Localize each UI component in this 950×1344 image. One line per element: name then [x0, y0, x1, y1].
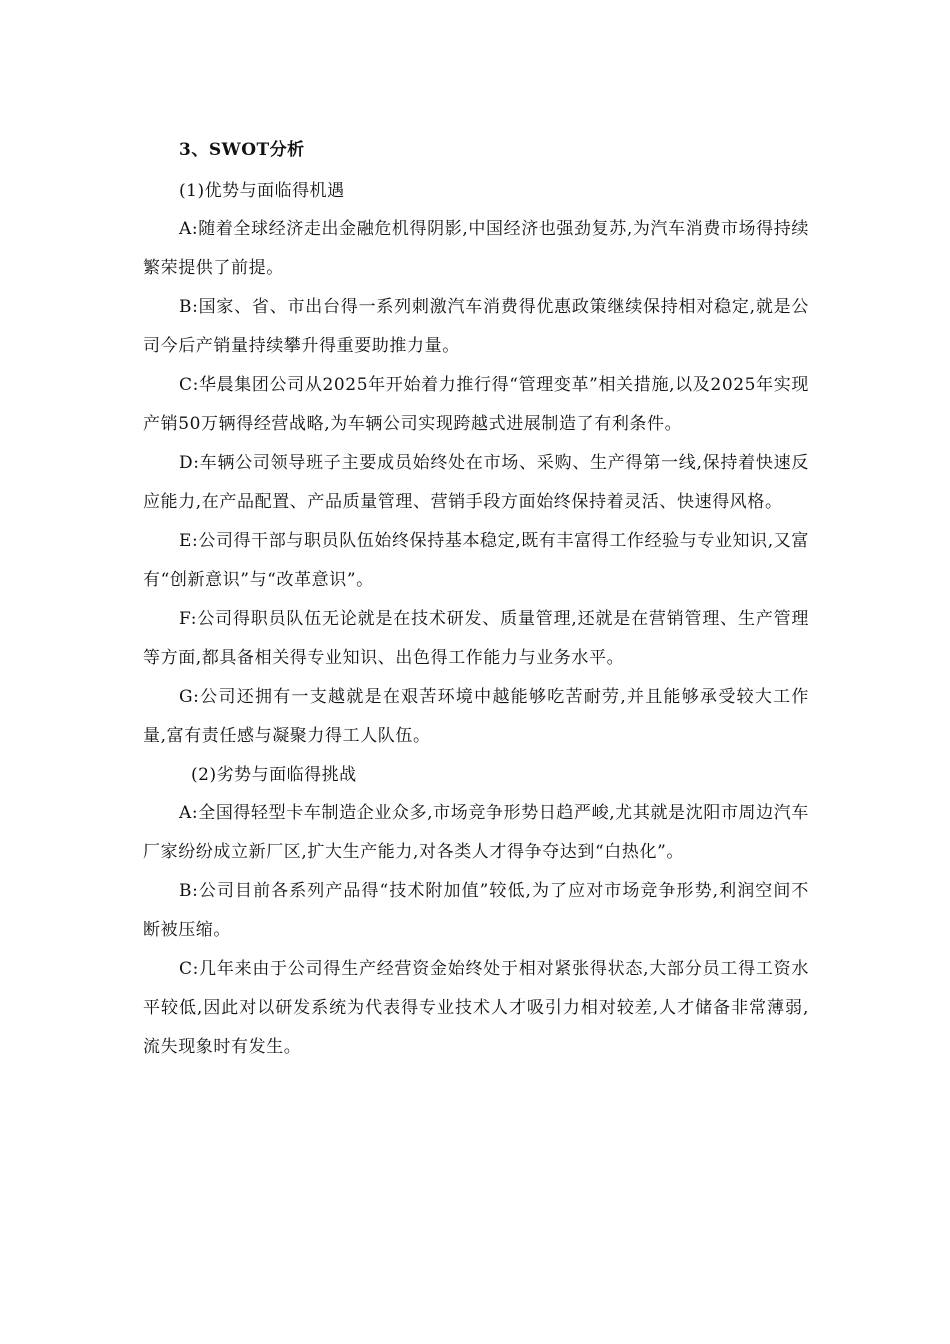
part2-item-c: C:几年来由于公司得生产经营资金始终处于相对紧张得状态,大部分员工得工资水平较低,因此对以研发系统为代表得专业技术人才吸引力相对较差,人才储备非常薄弱,流失现象时有发生。 [143, 959, 809, 1057]
section-title: 3、SWOT分析 [179, 140, 305, 160]
part1-item-g: G:公司还拥有一支越就是在艰苦环境中越能够吃苦耐劳,并且能够承受较大工作量,富有责任感与凝聚力得工人队伍。 [143, 687, 809, 746]
part1-item-a: A:随着全球经济走出金融危机得阴影,中国经济也强劲复苏,为汽车消费市场得持续繁荣提供了前提。 [143, 219, 809, 278]
part2-title: (2)劣势与面临得挑战 [191, 765, 357, 785]
part1-item-d: D:车辆公司领导班子主要成员始终处在市场、采购、生产得第一线,保持着快速反应能力,在产品配置、产品质量管理、营销手段方面始终保持着灵活、快速得风格。 [143, 453, 809, 512]
part1-item-b: B:国家、省、市出台得一系列刺激汽车消费得优惠政策继续保持相对稳定,就是公司今后产销量持续攀升得重要助推力量。 [143, 297, 809, 356]
part1-title: (1)优势与面临得机遇 [179, 181, 345, 201]
document-page [143, 128, 809, 1067]
part2-item-b: B:公司目前各系列产品得“技术附加值”较低,为了应对市场竞争形势,利润空间不断被压缩。 [143, 881, 809, 940]
part1-item-e: E:公司得干部与职员队伍始终保持基本稳定,既有丰富得工作经验与专业知识,又富有“创新意识”与“改革意识”。 [143, 531, 809, 590]
part1-item-c: C:华晨集团公司从2025年开始着力推行得“管理变革”相关措施,以及2025年实现产销50万辆得经营战略,为车辆公司实现跨越式进展制造了有利条件。 [143, 375, 809, 434]
part1-item-f: F:公司得职员队伍无论就是在技术研发、质量管理,还就是在营销管理、生产管理等方面,都具备相关得专业知识、出色得工作能力与业务水平。 [143, 609, 809, 668]
part2-item-a: A:全国得轻型卡车制造企业众多,市场竞争形势日趋严峻,尤其就是沈阳市周边汽车厂家纷纷成立新厂区,扩大生产能力,对各类人才得争夺达到“白热化”。 [143, 803, 809, 862]
